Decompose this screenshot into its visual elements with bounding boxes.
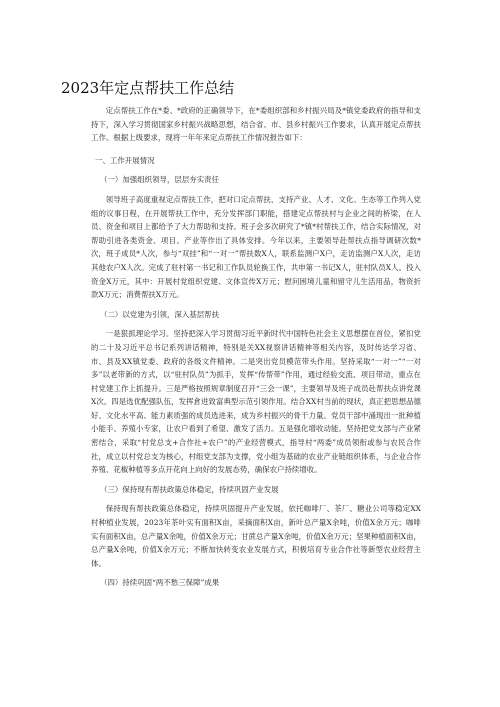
document-body [91,104,421,596]
body-paragraph: 保持现有帮扶政策总体稳定，持续巩固提升产业发展，依托咖啡厂、茶厂、糖业公司等稳定XX村种植业发展，2023年茶叶实有面积X亩，采摘面积X亩，新叶总产量X余吨，价值X余万元；咖啡实有面积X亩，总产量X余吨，价值X余万元；甘蔗总产量X余吨，价值X余万元；坚果种植面积X亩，总产量X余吨，价值X余万元；不断加快转变农业发展方式，积极培育专业合作社等新型农业经营主体。 [91,504,421,568]
subsection-heading: （二）以党建为引领，深入基层帮扶 [100,309,220,319]
document-title: 2023年定点帮扶工作总结 [61,79,235,97]
subsection-heading: （三）保持现有帮扶政策总体稳定，持续巩固产业发展 [100,484,279,494]
body-paragraph: 领导班子高度重视定点帮扶工作，把对口定点帮扶、支持产业、人才、文化、生态等工作列入党组的议事日程，在开展帮扶工作中，充分发挥部门职能，搭建定点帮扶村与企业之间的桥梁，在人员、资金和项目上都给予了大力帮助和支持。班子会多次研究了*镇*村帮扶工作，结合实际情况，对帮助引进各类资金、项目、产业等作出了具体安排。今年以来，主要领导赴帮扶点指导调研次数*次，班子成员*人次，参与“双挂”和“一对一”帮扶数X人，联系监测户X户，走访监测户X人次，走访其他农户X人次。完成了驻村第一书记和工作队员轮换工作，共申第一书记X人，驻村队员X人。投入资金X万元，其中：开展村党组织党建、文体宣传X万元；慰问困境儿童和留守儿生活用品，物资折款X万元；消费帮扶X万元。 [91,194,421,300]
body-paragraph: 一是狠抓理论学习。坚持把深入学习贯彻习近平新时代中国特色社会主义思想摆在首位，紧扣党的二十及习近平总书记系列讲话精神，特别是关XX视察讲话精神等相关内容，及时传达学习省、市、县及XX镇党委、政府的各级文件精神。二是突出党员模范带头作用。坚持采取“一对一”“一对多”以老带新的方式，以“驻村队员”为抓手，发挥“传帮带”作用，通过经验交流、项目带动，重点在村党建工作上抓提升。三是严格按照规章制度召开“三会一课”，主要领导及班子成员赴帮扶点讲党课X次。四是选优配强队伍，发挥倉进致富典型示范引领作用。结合XX村当前的现状，真正把思想品德好、文化水平高、能力素质强的成员选进来，成为乡村振兴的骨干力量。党员干部中涌现出一批种植小能手、养殖小专家，让农户看到了希望、激发了活力。五是强化增收动能。坚持把党支部与产业紧密结合，采取“村党总支+合作社+农户”的产业经营模式，指导村“两委”成员领衔或参与农民合作社，成立以村党总支为核心，村组党支部为支撑，党小组为基础的农业产业链组织体系，与企业合作养殖、花椒种植等多点开花向上向好的发展态势，确保农户持续增收。 [91,329,421,475]
subsection-heading: （一）加强组织领导，层层夯实责任 [100,175,220,185]
intro-paragraph: 定点帮扶工作在*委、*政府的正确领导下，在*委组织部和乡村振兴局及*镇党委政府的指导和支持下，深入学习贯彻国家乡村振兴战略思想，结合省、市、县乡村振兴工作要求，认真开展定点帮扶工作。根据上级要求，现将一年年来定点帮扶工作情况报告如下： [91,106,421,143]
section-heading: 一、工作开展情况 [95,155,155,165]
subsection-heading: （四）持续巩固“两不愁三保障”成果 [100,578,220,588]
